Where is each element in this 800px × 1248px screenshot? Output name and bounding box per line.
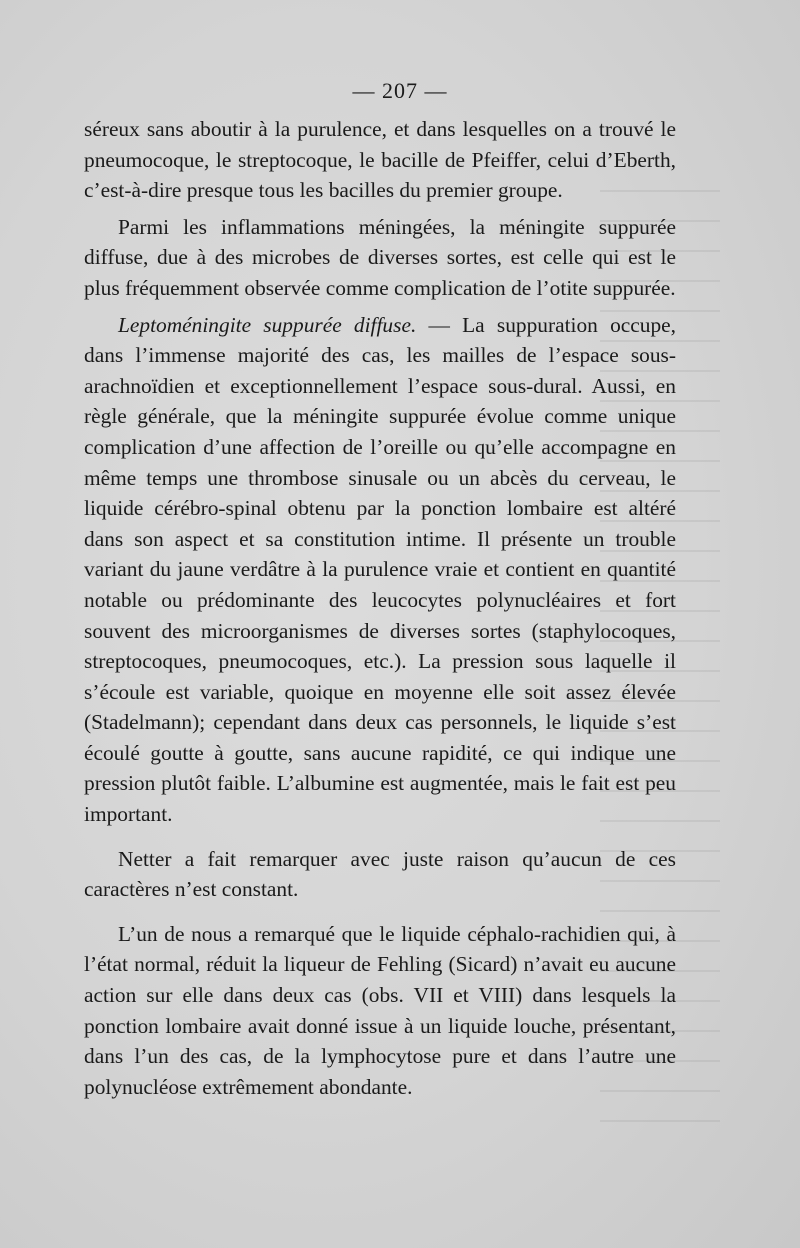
paragraph-5: L’un de nous a remarqué que le liquide céphalo-rachidien qui, à l’état normal, réduit la liqueur de Fehling (Sicard) n’avait eu aucune action sur elle dans deux cas (obs. VII et VIII) dans lesquels la ponction lombaire avait donné issue à un liquide louche, présentant, dans l’un des cas, de la lymphocytose pure et dans l’autre une polynucléose extrêmement abondante. — [84, 921, 676, 1099]
paragraph-3-text: — La suppuration occupe, dans l’immense majorité des cas, les mailles de l’espace sous-arachnoïdien et exceptionnellement l’espace sous-dural. Aussi, en règle générale, que la méningite suppurée évolue comme unique complication d’une affection de l’oreille ou qu’elle accompagne en même temps une thrombose sinusale ou un abcès du cerveau, le liquide cérébro-spinal obtenu par la ponction lombaire est altéré dans son aspect et sa constitution intime. Il présente un trouble variant du jaune verdâtre à la purulence vraie et contient en quantité notable ou prédominante des leucocytes polynucléaires et fort souvent des microorganismes de diverses sortes (staphylocoques, streptocoques, pneumocoques, etc.). La pression sous laquelle il s’écoule est variable, quoique en moyenne elle soit assez élevée (Stadelmann); cependant dans deux cas personnels, le liquide s’est écoulé goutte à goutte, sans aucune rapidité, ce qui indique une pression plutôt faible. L’albumine est augmentée, mais le fait est peu important. — [84, 312, 676, 827]
paragraph-1: séreux sans aboutir à la purulence, et dans lesquelles on a trouvé le pneumocoque, le streptocoque, le bacille de Pfeiffer, celui d’Eberth, c’est-à-dire presque tous les bacilles du premier groupe. — [84, 117, 676, 203]
body-text — [84, 114, 676, 1102]
page-number: — 207 — — [352, 78, 448, 103]
paragraph-2: Parmi les inflammations méningées, la méningite suppurée diffuse, due à des microbes de diverses sortes, est celle qui est le plus fréquemment observée comme complication de l’otite suppurée. — [84, 214, 676, 300]
section-heading: Leptoméningite suppurée diffuse. — [118, 312, 417, 337]
paragraph-3 — [84, 310, 676, 830]
paragraph-4: Netter a fait remarquer avec juste raison qu’aucun de ces caractères n’est constant. — [84, 846, 676, 902]
